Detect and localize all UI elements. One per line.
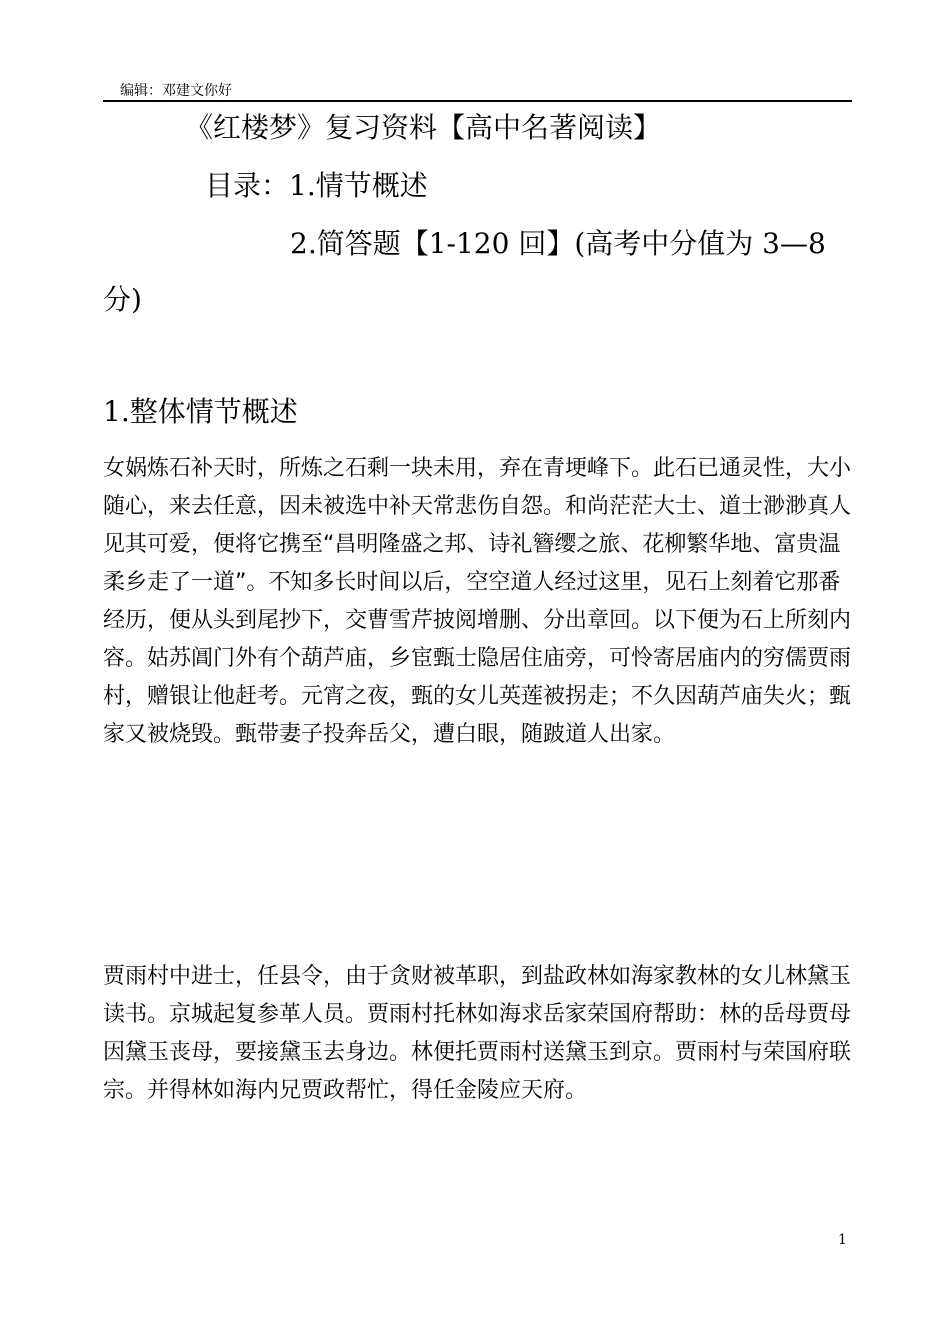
document-title: 《红楼梦》复习资料【高中名著阅读】 xyxy=(185,111,662,144)
toc-line-2-continued: 分) xyxy=(103,283,142,316)
paragraph-line: 容。姑苏阊门外有个葫芦庙，乡宦甄士隐居住庙旁，可怜寄居庙内的穷儒贾雨 xyxy=(103,646,852,671)
paragraph-line: 村，赠银让他赶考。元宵之夜，甄的女儿英莲被拐走；不久因葫芦庙失火；甄 xyxy=(103,684,852,709)
paragraph-line: 柔乡走了一道”。不知多长时间以后，空空道人经过这里，见石上刻着它那番 xyxy=(103,570,841,595)
paragraph-line: 因黛玉丧母，要接黛玉去身边。林便托贾雨村送黛玉到京。贾雨村与荣国府联 xyxy=(103,1040,852,1065)
header-divider xyxy=(103,100,852,102)
paragraph-line: 读书。京城起复参革人员。贾雨村托林如海求岳家荣国府帮助：林的岳母贾母 xyxy=(103,1002,852,1027)
paragraph-line: 女娲炼石补天时，所炼之石剩一块未用，弃在青埂峰下。此石已通灵性，大小 xyxy=(103,456,852,481)
paragraph-1 xyxy=(103,450,863,754)
editor-header: 编辑：邓建文你好 xyxy=(120,83,232,99)
paragraph-line: 宗。并得林如海内兄贾政帮忙，得任金陵应天府。 xyxy=(103,1078,588,1103)
paragraph-2 xyxy=(103,958,863,1110)
paragraph-line: 家又被烧毁。甄带妻子投奔岳父，遭白眼，随跛道人出家。 xyxy=(103,722,676,747)
section-heading: 1.整体情节概述 xyxy=(103,395,298,428)
page-number: 1 xyxy=(838,1232,847,1248)
toc-line-1: 目录：1.情节概述 xyxy=(205,169,428,202)
toc-line-2: 2.简答题【1-120 回】(高考中分值为 3—8 xyxy=(290,227,826,260)
paragraph-line: 贾雨村中进士，任县令，由于贪财被革职，到盐政林如海家教林的女儿林黛玉 xyxy=(103,964,852,989)
paragraph-line: 随心，来去任意，因未被选中补天常悲伤自怨。和尚茫茫大士、道士渺渺真人 xyxy=(103,494,852,519)
paragraph-line: 见其可爱，便将它携至“昌明隆盛之邦、诗礼簪缨之旅、花柳繁华地、富贵温 xyxy=(103,532,841,557)
paragraph-line: 经历，便从头到尾抄下，交曹雪芹披阅增删、分出章回。以下便为石上所刻内 xyxy=(103,608,852,633)
